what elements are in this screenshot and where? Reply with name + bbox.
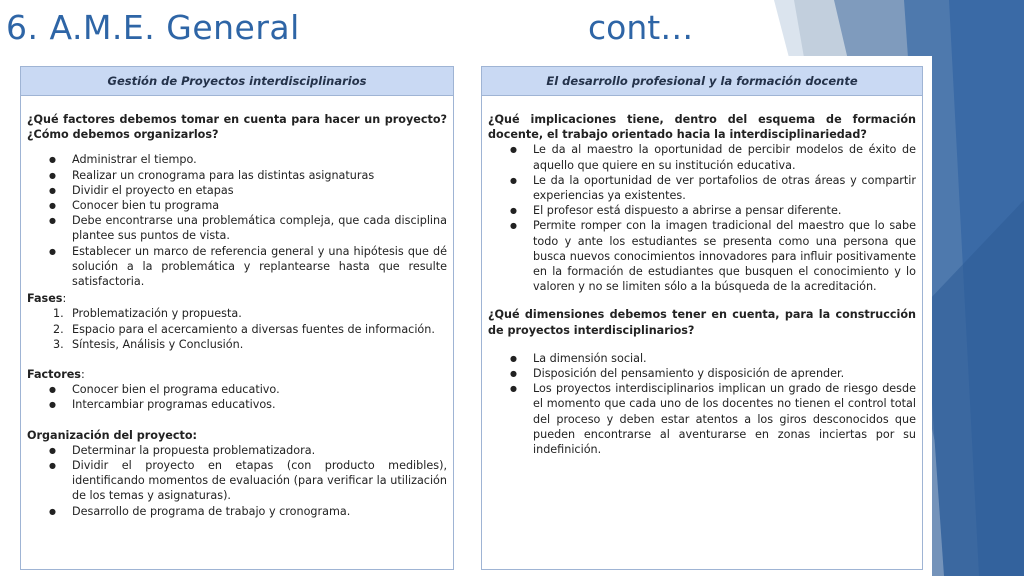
list-item: [27, 306, 447, 321]
list-item: ● La dimensión social.: [488, 351, 916, 366]
list-item: ● Permite romper con la imagen tradicional del maestro que lo sabe todo y ante los estudiantes se presenta como una persona que busca nuevos conocimientos innovadores para influir positivamente en la formación de estudiantes que busquen el conocimiento y lo valoren y no se limiten sólo a la búsqueda de la acreditación.: [488, 218, 916, 294]
list-item: ● Debe encontrarse una problemática compleja, que cada disciplina plantee sus puntos de vista.: [27, 213, 447, 243]
list-item: ● Dividir el proyecto en etapas (con producto medibles), identificando momentos de evaluación (para verificar la utilización de los temas y asignaturas).: [27, 458, 447, 504]
right-table-header: El desarrollo profesional y la formación docente: [482, 67, 922, 96]
right-table-body: [482, 96, 922, 457]
list-item: ● Los proyectos interdisciplinarios implican un grado de riesgo desde el momento que cada uno de los docentes no tienen el control total del proceso y deben estar atentos a los giros desconocidos que pueden encontrarse al aventurarse en zonas inciertas por su indefinición.: [488, 381, 916, 457]
organization-heading: Organización del proyecto:: [27, 428, 198, 442]
phase-number: 2.: [53, 322, 64, 336]
list-item: ● El profesor está dispuesto a abrirse a pensar diferente.: [488, 203, 916, 218]
phase-text: Problematización y propuesta.: [72, 307, 242, 321]
factors-label: Factores: [27, 368, 81, 382]
list-item: ● Disposición del pensamiento y disposición de aprender.: [488, 366, 916, 381]
list-item: ● Le da la oportunidad de ver portafolios de otras áreas y compartir experiencias ya existentes.: [488, 173, 916, 203]
list-item: ● Conocer bien tu programa: [27, 198, 447, 213]
phases-list: [27, 306, 447, 352]
slide-title: 6. A.M.E. General: [6, 8, 300, 47]
list-item: ● Conocer bien el programa educativo.: [27, 382, 447, 397]
factors-heading: Factores:: [27, 368, 85, 382]
list-item: ● Desarrollo de programa de trabajo y cronograma.: [27, 504, 447, 519]
phases-label: Fases: [27, 292, 63, 306]
left-table-header: Gestión de Proyectos interdisciplinarios: [21, 67, 453, 96]
right-question-2: ¿Qué dimensiones debemos tener en cuenta, para la construcción de proyectos interdisciplinarios?: [488, 308, 916, 337]
factors-list: [27, 152, 447, 289]
list-item: [27, 322, 447, 337]
left-table-body: [21, 96, 453, 519]
factors-sub-list: [27, 382, 447, 412]
phase-text: Síntesis, Análisis y Conclusión.: [72, 337, 244, 351]
phase-text: Espacio para el acercamiento a diversas fuentes de información.: [72, 322, 435, 336]
phases-heading: Fases:: [27, 292, 67, 306]
phase-number: 3.: [53, 337, 64, 351]
list-item: ● Administrar el tiempo.: [27, 152, 447, 167]
list-item: ● Le da al maestro la oportunidad de percibir modelos de éxito de aquello que quiere en su institución educativa.: [488, 142, 916, 172]
slide-title-continued: cont…: [588, 8, 694, 47]
left-table: [20, 66, 454, 570]
list-item: ● Intercambiar programas educativos.: [27, 397, 447, 412]
phase-number: 1.: [53, 307, 64, 321]
list-item: ● Establecer un marco de referencia general y una hipótesis que dé solución a la problemática y replantearse hasta que resulte satisfactoria.: [27, 244, 447, 290]
implications-list: [488, 142, 916, 294]
list-item: ● Realizar un cronograma para las distintas asignaturas: [27, 168, 447, 183]
left-question: ¿Qué factores debemos tomar en cuenta para hacer un proyecto? ¿Cómo debemos organizarlos?: [27, 113, 447, 142]
right-table: [481, 66, 923, 570]
dimensions-list: [488, 351, 916, 457]
list-item: ● Dividir el proyecto en etapas: [27, 183, 447, 198]
list-item: [27, 337, 447, 352]
right-question-1: ¿Qué implicaciones tiene, dentro del esquema de formación docente, el trabajo orientado hacia la interdisciplinariedad?: [488, 113, 916, 142]
organization-list: [27, 443, 447, 519]
list-item: ● Determinar la propuesta problematizadora.: [27, 443, 447, 458]
